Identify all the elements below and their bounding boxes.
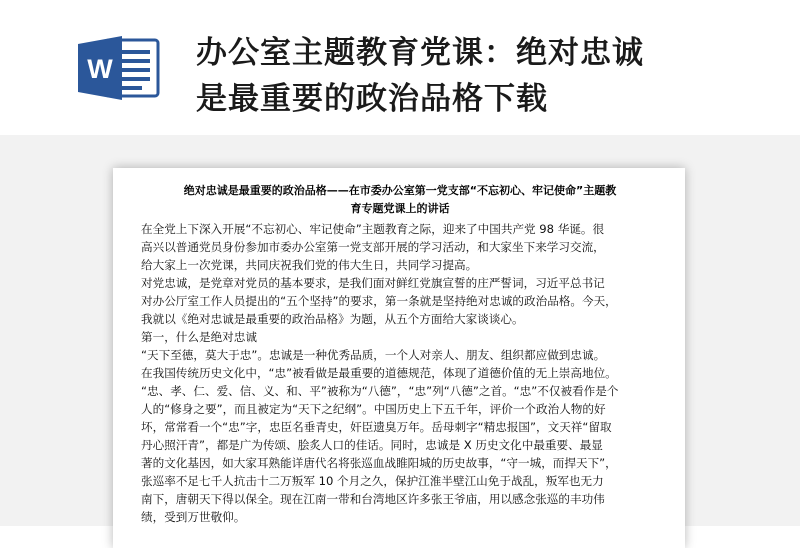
body-line: 著的文化基因，如大家耳熟能详唐代名将张巡血战睢阳城的历史故事，“守一城，而捍天下”，	[141, 456, 617, 470]
body-line: 高兴以普通党员身份参加市委办公室第一党支部开展的学习活动，和大家坐下来学习交流，	[141, 240, 605, 254]
document-heading-line: 绝对忠诚是最重要的政治品格——在市委办公室第一党支部“不忘初心、牢记使命”主题教	[183, 184, 617, 197]
document-page[interactable]	[113, 168, 685, 548]
page-title-line: 办公室主题教育党课：绝对忠诚	[196, 35, 644, 71]
body-line: “忠、孝、仁、爱、信、义、和、平”被称为“八德”，“忠”列“八德”之首。“忠”不仅被看作是个	[141, 384, 619, 398]
body-line: 我就以《绝对忠诚是最重要的政治品格》为题，从五个方面给大家谈谈心。	[141, 312, 524, 326]
page-title	[196, 30, 776, 122]
document-content	[141, 182, 659, 526]
body-line: 坏，常常看一个“忠”字，忠臣名垂青史，奸臣遗臭万年。岳母刺字“精忠报国”，文天祥“留取	[141, 420, 612, 434]
body-line: 丹心照汗青”，都是广为传颂、脍炙人口的佳话。同时，忠诚是 X 历史文化中最重要、最显	[141, 438, 603, 452]
body-line: 对党忠诚，是党章对党员的基本要求，是我们面对鲜红党旗宣誓的庄严誓词，习近平总书记	[141, 276, 605, 290]
body-line: 绩，受到万世敬仰。	[141, 510, 246, 524]
document-heading	[141, 182, 659, 218]
word-icon-letter: W	[87, 54, 113, 84]
body-line: 人的“修身之要”，而且被定为“天下之纪纲”。中国历史上下五千年，评价一个政治人物的好	[141, 402, 606, 416]
body-line: 南下，唐朝天下得以保全。现在江南一带和台湾地区许多张王爷庙，用以感念张巡的丰功伟	[141, 492, 605, 506]
body-line: “天下至德，莫大于忠”。忠诚是一种优秀品质，一个人对亲人、朋友、组织都应做到忠诚。	[141, 348, 606, 362]
body-line: 给大家上一次党课，共同庆祝我们党的伟大生日，共同学习提高。	[141, 258, 478, 272]
page-title-line: 是最重要的政治品格下载	[196, 81, 548, 117]
header	[0, 0, 800, 135]
body-line: 在全党上下深入开展“不忘初心、牢记使命”主题教育之际，迎来了中国共产党 98 华诞。很	[141, 222, 605, 236]
body-line: 在我国传统历史文化中，“忠”被看做是最重要的道德规范，体现了道德价值的无上崇高地位。	[141, 366, 617, 380]
document-body	[141, 220, 659, 526]
body-line: 对办公厅室工作人员提出的“五个坚持”的要求，第一条就是坚持绝对忠诚的政治品格。今天，	[141, 294, 617, 308]
word-icon	[76, 34, 162, 102]
body-line: 张巡率不足七千人抗击十二万叛军 10 个月之久，保护江淮半壁江山免于战乱，叛军也无力	[141, 474, 604, 488]
document-heading-line: 育专题党课上的讲话	[350, 202, 450, 215]
section-heading: 第一，什么是绝对忠诚	[141, 330, 257, 344]
